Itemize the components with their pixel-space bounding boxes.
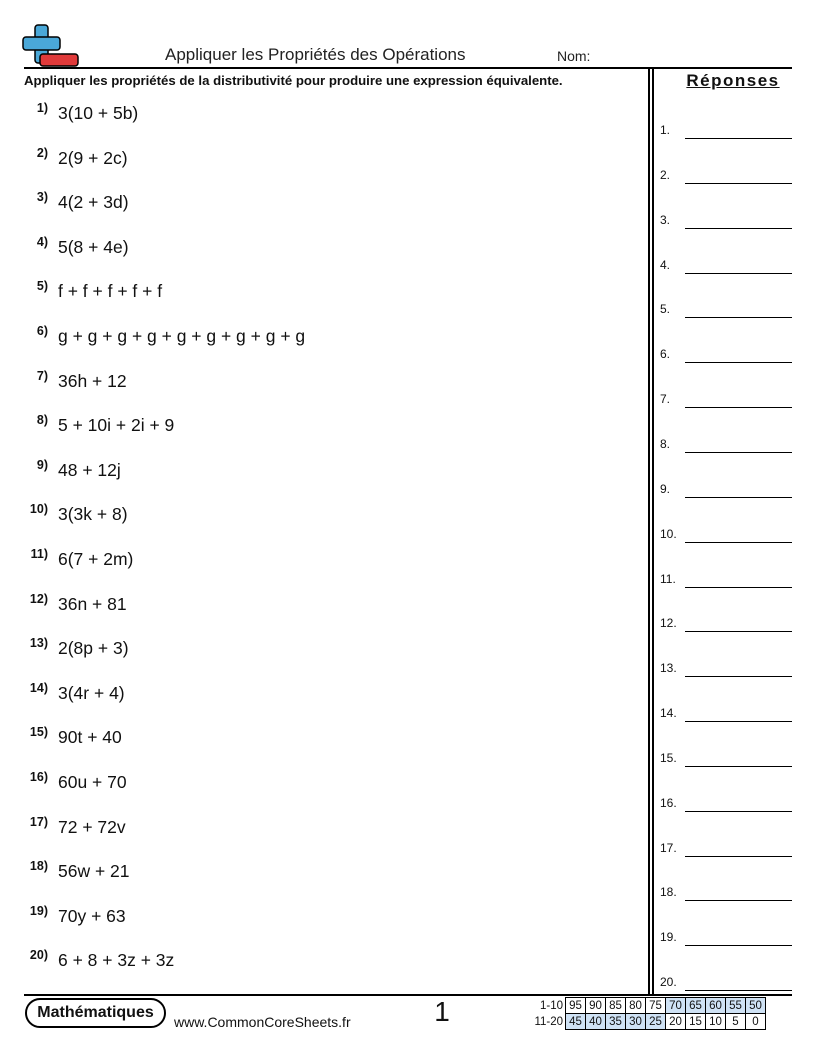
answer-line[interactable] xyxy=(685,362,792,363)
score-row xyxy=(527,1014,766,1030)
problem-number: 20) xyxy=(29,948,48,963)
answer-line[interactable] xyxy=(685,183,792,184)
score-cell: 75 xyxy=(646,998,666,1014)
problem-number: 9) xyxy=(36,457,48,472)
score-cell: 30 xyxy=(626,1014,646,1030)
answer-line[interactable] xyxy=(685,452,792,453)
answer-blank[interactable] xyxy=(660,482,794,498)
problem-expression: 60u + 70 xyxy=(58,772,127,792)
worksheet-title: Appliquer les Propriétés des Opérations xyxy=(165,45,466,64)
footer-rule xyxy=(24,994,792,996)
answer-number: 4. xyxy=(660,257,671,272)
answer-number: 10. xyxy=(660,526,677,541)
answer-blank[interactable] xyxy=(660,841,794,857)
problem-expression: 3(4r + 4) xyxy=(58,682,125,703)
problem-number: 16) xyxy=(29,770,48,784)
score-cell: 0 xyxy=(746,1014,766,1030)
answer-blank[interactable] xyxy=(660,302,794,318)
answer-number: 8. xyxy=(660,436,671,451)
answer-blank[interactable] xyxy=(660,796,794,812)
answer-number: 18. xyxy=(660,885,677,900)
problem-number: 4) xyxy=(36,234,48,249)
problem-expression: 70y + 63 xyxy=(58,905,126,926)
answer-blank[interactable] xyxy=(660,392,794,408)
score-cell: 5 xyxy=(726,1014,746,1030)
problem-expression: 48 + 12j xyxy=(58,459,121,480)
score-cell: 25 xyxy=(646,1014,666,1030)
answer-number: 6. xyxy=(660,347,671,362)
score-cell: 60 xyxy=(706,998,726,1014)
score-cell: 65 xyxy=(686,998,706,1014)
problem-number: 3) xyxy=(36,190,48,205)
answers-heading: Réponses xyxy=(686,71,780,90)
problem-number: 6) xyxy=(36,324,48,338)
score-cell: 35 xyxy=(606,1014,626,1030)
problem-expression: 36n + 81 xyxy=(58,593,127,614)
answer-number: 15. xyxy=(660,750,677,765)
problem-number: 7) xyxy=(36,368,48,383)
problem-number: 12) xyxy=(29,591,48,606)
answer-number: 20. xyxy=(660,975,677,990)
answer-blank[interactable] xyxy=(660,123,794,139)
answer-line[interactable] xyxy=(685,990,792,991)
score-cell: 15 xyxy=(686,1014,706,1030)
problem-number: 18) xyxy=(29,859,48,874)
problem-expression: 6 + 8 + 3z + 3z xyxy=(58,950,175,971)
answer-number: 14. xyxy=(660,706,677,721)
answer-blank[interactable] xyxy=(660,706,794,722)
answer-blank[interactable] xyxy=(660,168,794,184)
problem-expression: 2(8p + 3) xyxy=(58,638,129,659)
problem-number: 8) xyxy=(36,413,48,428)
answer-number: 17. xyxy=(660,840,677,855)
answer-column-divider-right xyxy=(652,68,654,994)
score-cell: 95 xyxy=(566,998,586,1014)
problem-number: 13) xyxy=(29,636,48,651)
score-cell: 40 xyxy=(586,1014,606,1030)
problem-expression: 3(3k + 8) xyxy=(58,504,128,525)
answer-number: 13. xyxy=(660,661,677,676)
answer-number: 16. xyxy=(660,795,677,810)
score-cell: 80 xyxy=(626,998,646,1014)
answer-blank[interactable] xyxy=(660,975,794,991)
score-cell: 10 xyxy=(706,1014,726,1030)
problem-expression: 90t + 40 xyxy=(58,727,122,748)
answer-column-divider-left xyxy=(648,68,650,994)
score-cell: 55 xyxy=(726,998,746,1014)
score-row-label: 1-10 xyxy=(539,999,563,1012)
problem-expression: 3(10 + 5b) xyxy=(58,103,139,123)
answer-number: 5. xyxy=(660,302,671,317)
subject-badge: Mathématiques xyxy=(25,998,166,1028)
problem-expression: 5(8 + 4e) xyxy=(58,236,129,257)
answer-line[interactable] xyxy=(685,407,792,408)
problem-number: 2) xyxy=(36,145,48,160)
score-cell: 45 xyxy=(566,1014,586,1030)
answer-blank[interactable] xyxy=(660,616,794,632)
problem-number: 1) xyxy=(36,101,48,115)
answer-line[interactable] xyxy=(685,766,792,767)
score-cell: 90 xyxy=(586,998,606,1014)
page-number: 1 xyxy=(434,996,450,1027)
problem-number: 11) xyxy=(30,547,48,561)
score-cell: 85 xyxy=(606,998,626,1014)
answer-number: 11. xyxy=(660,571,676,586)
problem-expression: 4(2 + 3d) xyxy=(58,192,129,213)
answer-blank[interactable] xyxy=(660,930,794,946)
answer-number: 12. xyxy=(660,616,677,631)
answer-line[interactable] xyxy=(685,676,792,677)
score-cell: 70 xyxy=(666,998,686,1014)
problem-expression: f + f + f + f + f xyxy=(58,281,163,302)
problem-number: 15) xyxy=(29,725,48,740)
answer-blank[interactable] xyxy=(660,527,794,543)
answer-number: 2. xyxy=(660,167,671,182)
answer-line[interactable] xyxy=(685,542,792,543)
answer-line[interactable] xyxy=(685,497,792,498)
answer-line[interactable] xyxy=(685,631,792,632)
website-url: www.CommonCoreSheets.fr xyxy=(174,1014,351,1030)
answer-line[interactable] xyxy=(685,228,792,229)
answer-blank[interactable] xyxy=(660,572,794,588)
answer-number: 3. xyxy=(660,212,671,227)
instructions: Appliquer les propriétés de la distributivité pour produire une expression équivalente. xyxy=(24,73,563,88)
problem-number: 10) xyxy=(29,502,48,517)
problem-number: 14) xyxy=(29,680,48,695)
answer-line[interactable] xyxy=(685,900,792,901)
answer-blank[interactable] xyxy=(660,213,794,229)
answer-blank[interactable] xyxy=(660,751,794,767)
answer-line[interactable] xyxy=(685,811,792,812)
score-row xyxy=(527,998,766,1014)
problem-number: 19) xyxy=(29,903,48,918)
problem-expression: g + g + g + g + g + g + g + g + g xyxy=(58,326,306,346)
answer-line[interactable] xyxy=(685,138,792,139)
header-rule xyxy=(24,67,792,69)
score-cell: 20 xyxy=(666,1014,686,1030)
answer-number: 1. xyxy=(660,123,671,137)
answer-blank[interactable] xyxy=(660,347,794,363)
problem-expression: 56w + 21 xyxy=(58,861,130,882)
problem-expression: 36h + 12 xyxy=(58,370,127,391)
score-cell: 50 xyxy=(746,998,766,1014)
problem-expression: 2(9 + 2c) xyxy=(58,147,128,168)
name-label: Nom: xyxy=(557,48,591,64)
problem-expression: 5 + 10i + 2i + 9 xyxy=(58,415,175,436)
answer-line[interactable] xyxy=(685,721,792,722)
answer-blank[interactable] xyxy=(660,661,794,677)
answer-line[interactable] xyxy=(685,945,792,946)
problem-number: 5) xyxy=(36,279,48,294)
answer-line[interactable] xyxy=(685,856,792,857)
answer-blank[interactable] xyxy=(660,437,794,453)
answer-blank[interactable] xyxy=(660,258,794,274)
problem-expression: 72 + 72v xyxy=(58,816,126,837)
score-row-label: 11-20 xyxy=(534,1015,563,1028)
answer-line[interactable] xyxy=(685,317,792,318)
answer-line[interactable] xyxy=(685,587,792,588)
problem-expression: 6(7 + 2m) xyxy=(58,549,134,569)
plus-minus-logo-icon xyxy=(22,24,80,68)
score-table xyxy=(527,997,766,1030)
answer-number: 7. xyxy=(660,392,671,407)
problem-number: 17) xyxy=(29,814,48,829)
answer-number: 19. xyxy=(660,930,677,945)
answer-blank[interactable] xyxy=(660,885,794,901)
answer-line[interactable] xyxy=(685,273,792,274)
answer-number: 9. xyxy=(660,481,671,496)
